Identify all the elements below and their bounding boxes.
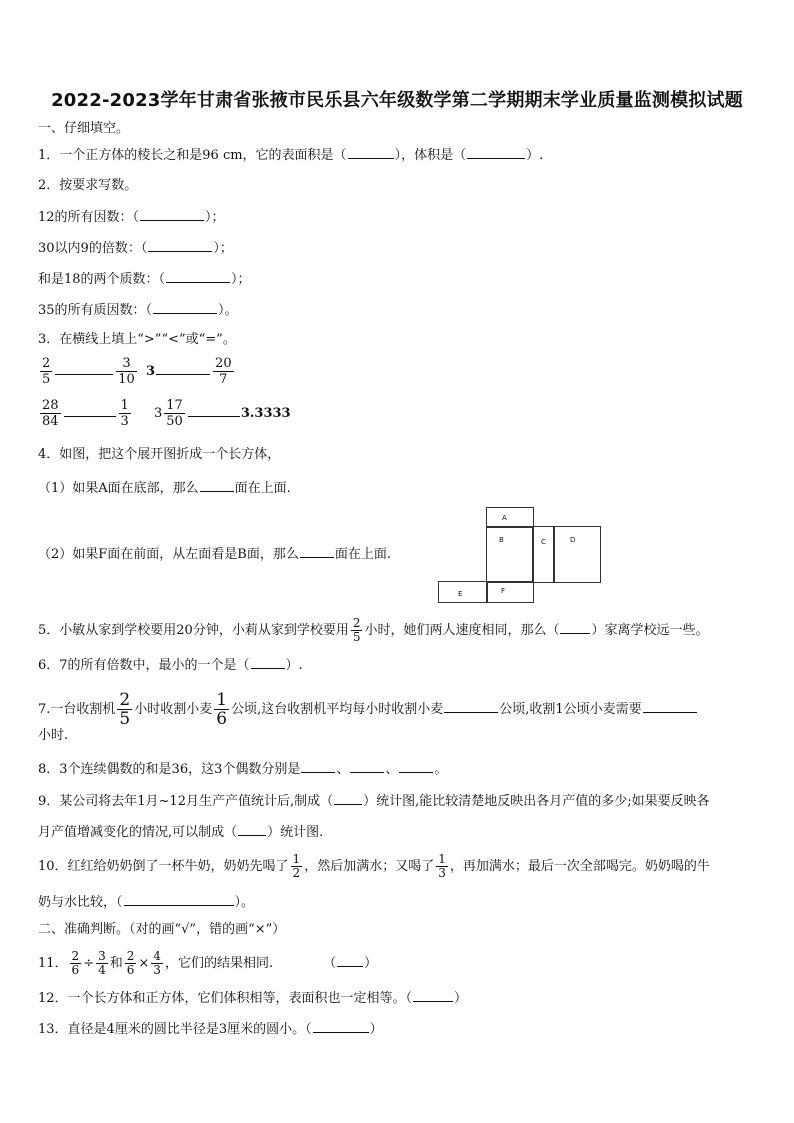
page-title: 2022-2023学年甘肃省张掖市民乐县六年级数学第二学期期末学业质量监测模拟试题 (51, 90, 743, 111)
q8-end: 。 (434, 762, 448, 777)
q4-part-2 (38, 544, 391, 564)
q7-text-b: 小时收割小麦 (134, 702, 213, 717)
q2-blank-1[interactable] (140, 207, 204, 221)
net-face-f: F (486, 581, 534, 603)
q12-text-a: 12．一个长方体和正方体，它们体积相等，表面积也一定相等。（ (38, 991, 413, 1006)
q13-blank[interactable] (313, 1019, 369, 1033)
q11-fraction-3: $\frac{2}{6}$ (126, 949, 135, 977)
question-12 (38, 988, 467, 1008)
net-face-d: D (553, 526, 601, 583)
question-1 (38, 145, 543, 165)
q13-text-a: 13．直径是4厘米的圆比半径是3厘米的圆小。（ (38, 1022, 312, 1037)
q10-text-e: ）。 (234, 895, 255, 910)
q3c-fraction-1: $\frac{28}{84}$ (42, 398, 59, 429)
q10-text-d: 奶与水比较，（ (38, 895, 123, 910)
q10-text-b: ，然后加满水；又喝了 (304, 859, 435, 874)
q2-l4-end: ）。 (218, 303, 238, 318)
q3a-fraction-2: $\frac{3}{10}$ (118, 356, 135, 387)
q10-blank[interactable] (124, 892, 234, 906)
q3-compare-c (38, 398, 133, 429)
q12-blank[interactable] (413, 988, 453, 1002)
q1-text-a: 1．一个正方体的棱长之和是96 cm，它的表面积是（ (38, 148, 347, 163)
q4-blank-2[interactable] (300, 544, 334, 558)
q11-op-1: ÷ (83, 956, 95, 971)
q9-line-2 (38, 822, 323, 842)
q6-blank[interactable] (251, 655, 285, 669)
q4-heading: 4．如图，把这个展开图折成一个长方体， (38, 447, 281, 462)
section-2-heading: 二、准确判断。（对的画“√”，错的画“×”） (38, 922, 286, 937)
q4-p2-text-b: 面在上面. (334, 547, 391, 562)
q7-blank-1[interactable] (444, 699, 498, 713)
net-face-e: E (438, 581, 488, 603)
q3-compare-d (154, 398, 291, 429)
q2-line-3 (38, 269, 251, 289)
q3d-blank[interactable] (188, 403, 240, 417)
question-8 (38, 759, 447, 779)
q1-blank-2[interactable] (467, 145, 525, 159)
q8-text-a: 8．3个连续偶数的和是36，这3个偶数分别是 (38, 762, 301, 777)
q9-text-a: 9．某公司将去年1月~12月生产产值统计后,制成（ (38, 794, 334, 809)
q7-fraction-2: $\frac{1}{6}$ (216, 690, 228, 729)
q1-blank-1[interactable] (348, 145, 394, 159)
q2-line-4 (38, 300, 238, 320)
question-10 (38, 853, 710, 880)
q9-text-c: 月产值增减变化的情况,可以制成（ (38, 825, 238, 840)
q11-fraction-1: $\frac{2}{6}$ (71, 949, 80, 977)
q3b-blank[interactable] (156, 361, 210, 375)
q3c-fraction-2: $\frac{1}{3}$ (120, 398, 129, 429)
net-face-b: B (486, 526, 534, 583)
q2-l3-text: 和是18的两个质数：（ (38, 272, 166, 287)
question-6 (38, 655, 303, 675)
q3b-fraction: $\frac{20}{7}$ (215, 356, 232, 387)
q4-p1-text-a: （1）如果A面在底部，那么 (38, 481, 199, 496)
q9-blank-2[interactable] (238, 822, 266, 836)
q5-text-b: 小时，她们两人速度相同，那么（ (364, 623, 560, 638)
q1-text-b: ），体积是（ (394, 148, 467, 163)
q2-blank-2[interactable] (148, 238, 212, 252)
q2-l2-end: ）； (213, 241, 233, 256)
q11-text-a: 11． (38, 956, 68, 971)
q9-text-d: ）统计图. (267, 825, 324, 840)
question-13 (38, 1019, 383, 1039)
q10-fraction-2: $\frac{1}{3}$ (438, 852, 446, 880)
q4-part-1 (38, 478, 291, 498)
q11-blank[interactable] (337, 953, 363, 967)
q2-line-2 (38, 238, 233, 258)
q7-fraction-1: $\frac{2}{5}$ (119, 690, 131, 729)
q11-fraction-4: $\frac{4}{3}$ (153, 949, 161, 977)
q10-line-2 (38, 892, 254, 912)
q9-text-b: ）统计图,能比较清楚地反映出各月产值的多少;如果要反映各 (363, 794, 710, 809)
q11-fraction-2: $\frac{3}{4}$ (98, 949, 106, 977)
q5-text-a: 5．小敏从家到学校要用20分钟，小莉从家到学校要用 (38, 623, 349, 638)
q5-fraction: $\frac{2}{5}$ (352, 616, 361, 644)
q2-l1-end: ）； (205, 210, 225, 225)
q6-text-b: ）. (285, 658, 303, 673)
question-11 (38, 950, 377, 977)
question-9 (38, 791, 710, 811)
q7-line-2: 小时. (38, 728, 69, 743)
q5-blank[interactable] (560, 620, 590, 634)
q1-text-c: ）. (526, 148, 544, 163)
q3d-right: 3.3333 (240, 406, 291, 421)
q3d-fraction: $\frac{17}{50}$ (166, 398, 183, 429)
q3-compare-b (146, 356, 236, 387)
q7-text-d: 公顷,收割1公顷小麦需要 (499, 702, 642, 717)
q3-compare-a (38, 356, 139, 387)
q2-blank-3[interactable] (166, 269, 230, 283)
q2-l2-text: 30以内9的倍数：（ (38, 241, 148, 256)
net-face-c: C (532, 526, 555, 583)
q2-line-1 (38, 207, 225, 227)
q10-text-c: ，再加满水；最后一次全部喝完。奶奶喝的牛 (449, 859, 710, 874)
q8-sep-1: 、 (336, 762, 350, 777)
q8-blank-2[interactable] (350, 759, 384, 773)
q3a-fraction-1: $\frac{2}{5}$ (42, 356, 51, 387)
q8-blank-3[interactable] (399, 759, 433, 773)
q7-text-a: 7.一台收割机 (38, 702, 116, 717)
section-1-heading: 一、仔细填空。 (38, 121, 130, 136)
q7-blank-2[interactable] (643, 699, 697, 713)
q9-blank-1[interactable] (334, 791, 362, 805)
q5-text-c: ）家离学校远一些。 (591, 623, 709, 638)
q8-sep-2: 、 (385, 762, 399, 777)
q3d-int: 3 (154, 406, 163, 421)
q2-heading: 2．按要求写数。 (38, 178, 138, 193)
question-5 (38, 617, 709, 644)
q2-l1-text: 12的所有因数：（ (38, 210, 140, 225)
q3-heading: 3．在横线上填上“>”“<”或“=”。 (38, 332, 236, 347)
q6-text-a: 6．7的所有倍数中，最小的一个是（ (38, 658, 250, 673)
q12-text-b: ） (454, 991, 468, 1006)
q7-text-c: 公顷,这台收割机平均每小时收割小麦 (231, 702, 444, 717)
q2-l3-end: ）； (231, 272, 251, 287)
q3a-blank[interactable] (55, 361, 113, 375)
q10-text-a: 10．红红给奶奶倒了一杯牛奶，奶奶先喝了 (38, 859, 289, 874)
q4-p1-text-b: 面在上面. (234, 481, 291, 496)
q11-and: 和 (109, 956, 123, 971)
q2-l4-text: 35的所有质因数：（ (38, 303, 153, 318)
q3b-left: 3 (146, 364, 156, 379)
q4-p2-text-a: （2）如果F面在前面，从左面看是B面，那么 (38, 547, 299, 562)
q8-blank-1[interactable] (301, 759, 335, 773)
q10-fraction-1: $\frac{1}{2}$ (292, 852, 301, 880)
q11-text-b: ，它们的结果相同. (164, 956, 274, 971)
q4-blank-1[interactable] (200, 478, 234, 492)
question-7 (38, 691, 698, 728)
q11-paren-open: （ (323, 956, 337, 971)
q11-paren-close: ） (364, 956, 378, 971)
q3c-blank[interactable] (64, 403, 116, 417)
q13-text-b: ） (369, 1022, 383, 1037)
net-face-a: A (486, 507, 534, 528)
q11-op-2: × (138, 956, 150, 971)
q2-blank-4[interactable] (153, 300, 217, 314)
